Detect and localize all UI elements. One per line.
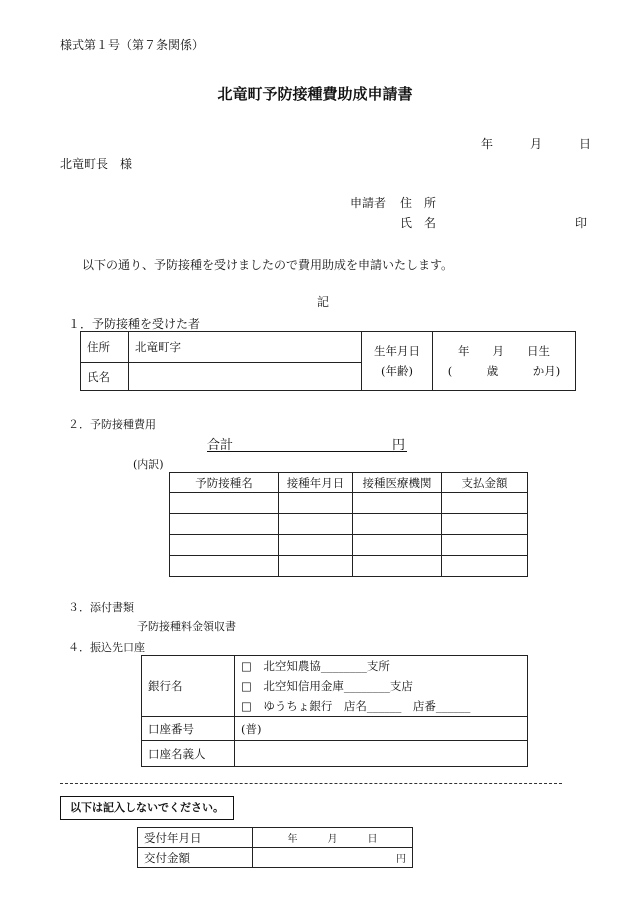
cut-line bbox=[60, 783, 562, 784]
address-label: 住所 bbox=[81, 332, 129, 363]
total-line[interactable] bbox=[207, 434, 407, 452]
col-amount: 支払金額 bbox=[442, 473, 528, 493]
cell-vaccine-name[interactable] bbox=[170, 514, 279, 535]
grant-amount-field: 円 bbox=[253, 848, 413, 868]
account-holder-field[interactable] bbox=[235, 741, 528, 767]
total-label: 合計 bbox=[207, 438, 234, 453]
bank-option-yucho[interactable]: □ ゆうちょ銀行 店名______ 店番______ bbox=[241, 699, 471, 713]
date-year: 年 bbox=[481, 137, 494, 151]
age-label: (年齢) bbox=[381, 364, 413, 378]
birth-age-field[interactable] bbox=[433, 332, 576, 391]
bank-option-shinkin[interactable]: □ 北空知信用金庫________支店 bbox=[241, 679, 413, 693]
date-month: 月 bbox=[530, 137, 543, 151]
bank-options bbox=[235, 656, 528, 717]
seal-mark: 印 bbox=[575, 216, 588, 230]
bank-option-nokyo[interactable]: □ 北空知農協________支所 bbox=[241, 659, 390, 673]
attachment-item: 予防接種料金領収書 bbox=[137, 620, 236, 633]
table-row bbox=[170, 535, 528, 556]
applicant-name-label: 氏 名 bbox=[400, 216, 437, 230]
cell-date[interactable] bbox=[279, 556, 353, 577]
account-number-label: 口座番号 bbox=[142, 717, 235, 741]
cell-vaccine-name[interactable] bbox=[170, 493, 279, 514]
applicant-address-label: 住 所 bbox=[400, 196, 437, 210]
recipient-table bbox=[80, 331, 576, 391]
address-field[interactable]: 北竜町字 bbox=[129, 332, 362, 363]
section4-heading: ４．振込先口座 bbox=[68, 641, 145, 654]
date-day: 日 bbox=[579, 137, 592, 151]
cell-clinic[interactable] bbox=[353, 493, 442, 514]
birth-age-label-cell bbox=[362, 332, 433, 391]
received-date-field: 年 月 日 bbox=[253, 828, 413, 848]
cell-vaccine-name[interactable] bbox=[170, 556, 279, 577]
col-date: 接種年月日 bbox=[279, 473, 353, 493]
office-use-notice: 以下は記入しないでください。 bbox=[60, 796, 234, 820]
section1-heading: １．予防接種を受けた者 bbox=[68, 317, 201, 331]
cell-date[interactable] bbox=[279, 535, 353, 556]
cell-amount[interactable] bbox=[442, 514, 528, 535]
cell-date[interactable] bbox=[279, 493, 353, 514]
intro-text: 以下の通り、予防接種を受けましたので費用助成を申請いたします。 bbox=[82, 258, 454, 272]
section2-heading: ２．予防接種費用 bbox=[68, 418, 156, 431]
account-holder-label: 口座名義人 bbox=[142, 741, 235, 767]
table-row bbox=[170, 493, 528, 514]
cell-amount[interactable] bbox=[442, 493, 528, 514]
cell-vaccine-name[interactable] bbox=[170, 535, 279, 556]
grant-amount-label: 交付金額 bbox=[138, 848, 253, 868]
cell-amount[interactable] bbox=[442, 556, 528, 577]
table-row bbox=[170, 556, 528, 577]
bank-label: 銀行名 bbox=[142, 656, 235, 717]
page-title: 北竜町予防接種費助成申請書 bbox=[217, 85, 413, 103]
ki-marker: 記 bbox=[317, 295, 330, 309]
section3-heading: ３．添付書類 bbox=[68, 601, 134, 614]
name-label: 氏名 bbox=[81, 363, 129, 391]
cell-clinic[interactable] bbox=[353, 556, 442, 577]
breakdown-table bbox=[169, 472, 528, 577]
total-unit: 円 bbox=[391, 438, 405, 453]
cell-clinic[interactable] bbox=[353, 514, 442, 535]
birth-value: 年 月 日生 bbox=[458, 344, 550, 358]
applicant-label: 申請者 bbox=[350, 196, 387, 210]
form-number: 様式第１号（第７条関係） bbox=[60, 38, 205, 52]
breakdown-label: (内訳) bbox=[133, 458, 164, 471]
col-vaccine-name: 予防接種名 bbox=[170, 473, 279, 493]
cell-clinic[interactable] bbox=[353, 535, 442, 556]
office-table bbox=[137, 827, 413, 868]
age-value: ( 歳 か月) bbox=[447, 364, 561, 378]
name-field[interactable] bbox=[129, 363, 362, 391]
account-number-field[interactable]: (普) bbox=[235, 717, 528, 741]
bank-table bbox=[141, 655, 528, 767]
addressee: 北竜町長 様 bbox=[60, 157, 133, 171]
cell-amount[interactable] bbox=[442, 535, 528, 556]
table-row bbox=[170, 514, 528, 535]
received-date-label: 受付年月日 bbox=[138, 828, 253, 848]
cell-date[interactable] bbox=[279, 514, 353, 535]
birth-label: 生年月日 bbox=[374, 344, 420, 358]
col-clinic: 接種医療機関 bbox=[353, 473, 442, 493]
